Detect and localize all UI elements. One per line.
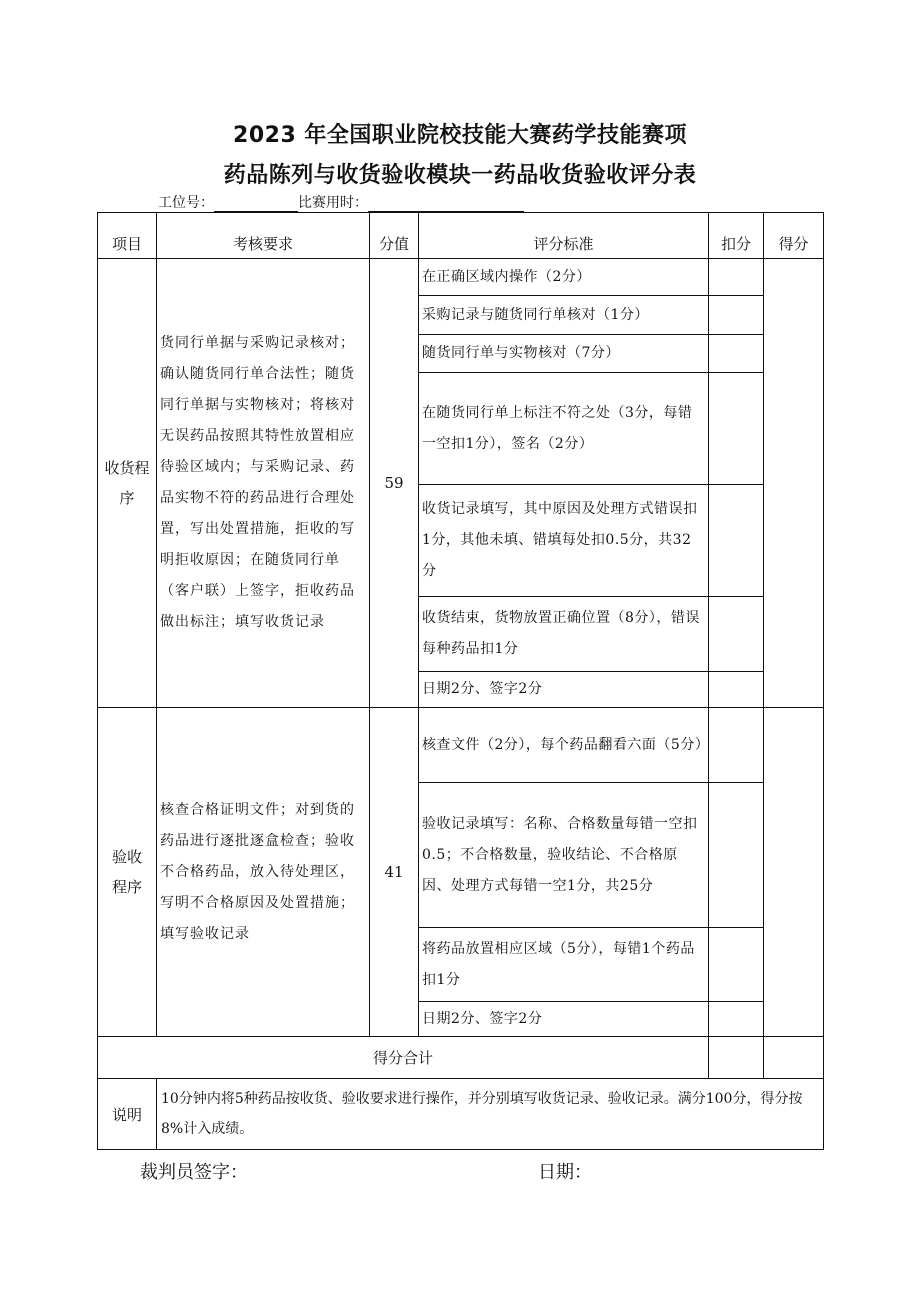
deduct-cell[interactable] [709, 1002, 764, 1037]
deduct-cell[interactable] [709, 335, 764, 373]
deduct-cell[interactable] [709, 708, 764, 783]
date-label: 日期： [538, 1162, 592, 1183]
earned-cell[interactable] [764, 708, 824, 1037]
criteria-cell: 核查文件（2分），每个药品翻看六面（5分） [419, 708, 709, 783]
earned-cell[interactable] [764, 259, 824, 708]
note-label: 说明 [98, 1079, 157, 1150]
header-item: 项目 [98, 213, 157, 259]
header-earned: 得分 [764, 213, 824, 259]
document-title-line2: 药品陈列与收货验收模块一药品收货验收评分表 [223, 163, 697, 188]
deduct-cell[interactable] [709, 296, 764, 335]
deduct-cell[interactable] [709, 259, 764, 296]
total-row [98, 1037, 824, 1079]
deduct-cell[interactable] [709, 928, 764, 1002]
total-earned-cell[interactable] [764, 1037, 824, 1079]
deduct-cell[interactable] [709, 783, 764, 928]
note-text: 10分钟内将5种药品按收货、验收要求进行操作，并分别填写收货记录、验收记录。满分100分，得分按8%计入成绩。 [157, 1079, 824, 1150]
header-score: 分值 [370, 213, 419, 259]
deduct-cell[interactable] [709, 672, 764, 708]
deduct-cell[interactable] [709, 597, 764, 672]
total-label: 得分合计 [98, 1037, 709, 1079]
station-label: 工位号： [158, 195, 214, 211]
section-score: 41 [370, 708, 419, 1037]
header-criteria: 评分标准 [419, 213, 709, 259]
criteria-cell: 采购记录与随货同行单核对（1分） [419, 296, 709, 335]
scoring-table [97, 212, 824, 1150]
header-row [98, 213, 824, 259]
time-blank [368, 197, 524, 212]
deduct-cell[interactable] [709, 485, 764, 597]
section-requirement: 核查合格证明文件；对到货的药品进行逐批逐盒检查；验收不合格药品，放入待处理区，写明不合格原因及处置措施；填写验收记录 [157, 708, 370, 1037]
note-row [98, 1079, 824, 1150]
table-row [98, 259, 824, 296]
header-requirement: 考核要求 [157, 213, 370, 259]
header-deduct: 扣分 [709, 213, 764, 259]
document-title-line1: 2023 年全国职业院校技能大赛药学技能赛项 [233, 123, 687, 148]
criteria-cell: 日期2分、签字2分 [419, 1002, 709, 1037]
criteria-cell: 在正确区域内操作（2分） [419, 259, 709, 296]
criteria-cell: 随货同行单与实物核对（7分） [419, 335, 709, 373]
meta-line [158, 192, 524, 212]
criteria-cell: 日期2分、签字2分 [419, 672, 709, 708]
section-requirement: 货同行单据与采购记录核对；确认随货同行单合法性；随货同行单据与实物核对；将核对无误药品按照其特性放置相应待验区域内；与采购记录、药品实物不符的药品进行合理处置，写出处置措施，拒收的写明拒收原因；在随货同行单（客户联）上签字，拒收药品做出标注；填写收货记录 [157, 259, 370, 708]
criteria-cell: 验收记录填写：名称、合格数量每错一空扣0.5；不合格数量，验收结论、不合格原因、处理方式每错一空1分，共25分 [419, 783, 709, 928]
criteria-cell: 在随货同行单上标注不符之处（3分，每错一空扣1分），签名（2分） [419, 373, 709, 485]
deduct-cell[interactable] [709, 373, 764, 485]
section-name: 收货程序 [98, 259, 157, 708]
section-name: 验收程序 [98, 708, 157, 1037]
criteria-cell: 将药品放置相应区域（5分），每错1个药品扣1分 [419, 928, 709, 1002]
section-score: 59 [370, 259, 419, 708]
criteria-cell: 收货结束，货物放置正确位置（8分），错误每种药品扣1分 [419, 597, 709, 672]
judge-signature-label: 裁判员签字： [140, 1162, 248, 1183]
station-blank [214, 197, 298, 212]
time-label: 比赛用时： [298, 195, 368, 211]
table-row [98, 708, 824, 783]
total-deduct-cell[interactable] [709, 1037, 764, 1079]
criteria-cell: 收货记录填写，其中原因及处理方式错误扣1分，其他未填、错填每处扣0.5分，共32分 [419, 485, 709, 597]
